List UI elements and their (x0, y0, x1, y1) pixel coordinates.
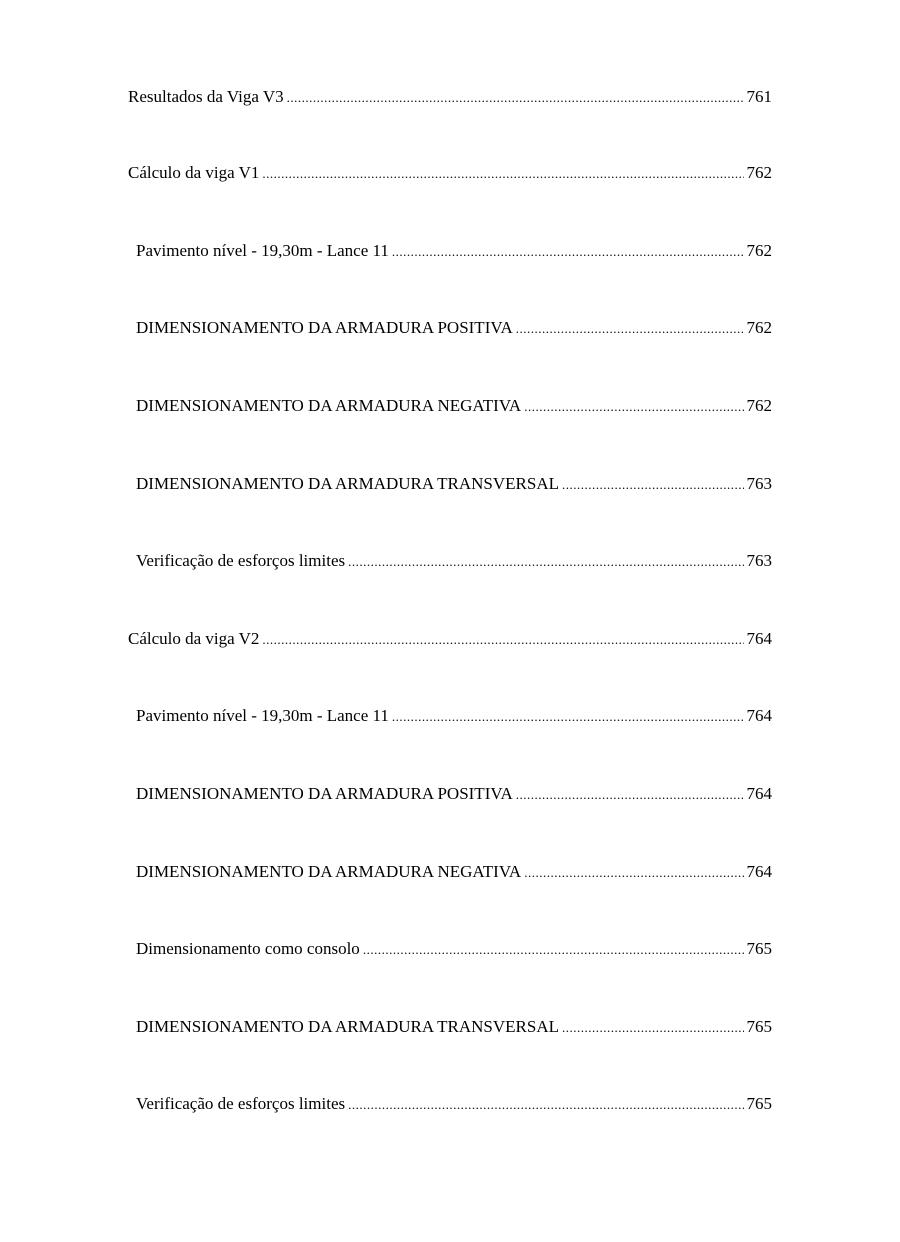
toc-entry-title: Pavimento nível - 19,30m - Lance 11 (136, 706, 389, 725)
toc-entry-title: Verificação de esforços limites (136, 551, 346, 570)
toc-dot-leader (348, 1094, 743, 1116)
toc-entry[interactable] (136, 240, 772, 262)
toc-entry-title: Pavimento nível - 19,30m - Lance 11 (136, 241, 389, 260)
toc-dot-leader (562, 1017, 744, 1039)
toc-entry-title: DIMENSIONAMENTO DA ARMADURA TRANSVERSAL (136, 474, 559, 493)
toc-entry-page: 764 (746, 706, 772, 725)
toc-entry-page: 764 (746, 784, 772, 803)
toc-dot-leader (287, 87, 744, 109)
toc-entry-page: 762 (746, 163, 772, 182)
toc-entry[interactable] (136, 395, 772, 417)
toc-dot-leader (516, 784, 744, 806)
toc-entry[interactable] (136, 317, 772, 339)
toc-entry-title: DIMENSIONAMENTO DA ARMADURA NEGATIVA (136, 396, 522, 415)
toc-entry[interactable] (128, 86, 772, 108)
toc-entry-page: 763 (746, 474, 772, 493)
toc-entry[interactable] (136, 938, 772, 960)
toc-entry-page: 762 (746, 318, 772, 337)
toc-entry[interactable] (128, 162, 772, 184)
toc-dot-leader (392, 241, 744, 263)
toc-entry[interactable] (136, 861, 772, 883)
toc-entry-page: 765 (746, 1094, 772, 1113)
toc-entry-title: Resultados da Viga V3 (128, 87, 284, 106)
toc-entry-page: 762 (746, 396, 772, 415)
toc-dot-leader (562, 474, 744, 496)
toc-entry-title: DIMENSIONAMENTO DA ARMADURA POSITIVA (136, 784, 513, 803)
toc-entry[interactable] (136, 1093, 772, 1115)
toc-entry-page: 762 (746, 241, 772, 260)
toc-entry[interactable] (136, 783, 772, 805)
toc-entry[interactable] (136, 1016, 772, 1038)
toc-dot-leader (524, 396, 743, 418)
toc-dot-leader (516, 318, 744, 340)
toc-entry-title: DIMENSIONAMENTO DA ARMADURA NEGATIVA (136, 862, 522, 881)
toc-entry-page: 764 (746, 862, 772, 881)
toc-entry[interactable] (136, 550, 772, 572)
toc-dot-leader (392, 706, 744, 728)
toc-entry-title: Cálculo da viga V1 (128, 163, 260, 182)
toc-entry-title: DIMENSIONAMENTO DA ARMADURA POSITIVA (136, 318, 513, 337)
toc-dot-leader (262, 629, 743, 651)
toc-entry-page: 764 (746, 629, 772, 648)
toc-entry-page: 763 (746, 551, 772, 570)
toc-dot-leader (524, 862, 743, 884)
toc-entry-title: Cálculo da viga V2 (128, 629, 260, 648)
toc-dot-leader (262, 163, 743, 185)
toc-entry-title: DIMENSIONAMENTO DA ARMADURA TRANSVERSAL (136, 1017, 559, 1036)
toc-entry-page: 765 (746, 939, 772, 958)
toc-entry-title: Verificação de esforços limites (136, 1094, 346, 1113)
toc-entry[interactable] (136, 705, 772, 727)
toc-entry-page: 761 (746, 87, 772, 106)
toc-entry-title: Dimensionamento como consolo (136, 939, 360, 958)
toc-dot-leader (348, 551, 743, 573)
toc-entry[interactable] (136, 473, 772, 495)
toc-entry-page: 765 (746, 1017, 772, 1036)
toc-dot-leader (363, 939, 744, 961)
toc-entry[interactable] (128, 628, 772, 650)
